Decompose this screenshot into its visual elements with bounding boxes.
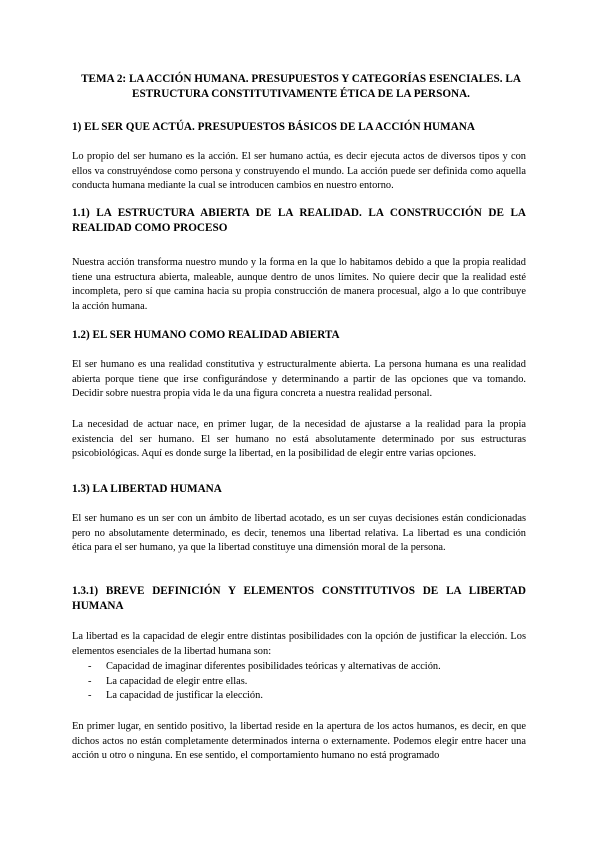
section-1-3-1-paragraph-2: En primer lugar, en sentido positivo, la libertad reside en la apertura de los actos humanos, es decir, en que dichos actos no están completamente determinados interna o externamente. Podemos elegir entre hacer una acción u otro o ninguna. En ese sentido, el comportamiento humano no está programado: [72, 721, 526, 762]
section-1-3-heading: 1.3) LA LIBERTAD HUMANA: [72, 483, 222, 495]
section-1-1-heading: 1.1) LA ESTRUCTURA ABIERTA DE LA REALIDAD. LA CONSTRUCCIÓN DE LA REALIDAD COMO PROCESO: [72, 207, 526, 235]
section-1-paragraph-1: Lo propio del ser humano es la acción. El ser humano actúa, es decir ejecuta actos de diversos tipos y con ellos va construyéndose como persona y construyendo el mundo. La acción puede ser definida como aquella conducta humana mediante la cual se introducen cambios en nuestro entorno.: [72, 151, 526, 192]
title-line-1: TEMA 2: LA ACCIÓN HUMANA. PRESUPUESTOS Y CATEGORÍAS ESENCIALES. LA: [81, 73, 521, 85]
section-1-2-paragraph-1: El ser humano es una realidad constitutiva y estructuralmente abierta. La persona humana es una realidad abierta porque tiene que irse configurándose y determinando a partir de las opciones que va tomando. Decidir sobre nuestra propia vida le da una figura concreta a nuestra realidad personal.: [72, 359, 526, 400]
document-title: [72, 72, 530, 102]
section-1-3-paragraph-1: El ser humano es un ser con un ámbito de libertad acotado, es un ser cuyas decisiones están condicionadas pero no absolutamente determinado, es decir, tenemos una libertad relativa. La libertad es una condición ética para el ser humano, ya que la libertad constituye una dimensión moral de la persona.: [72, 513, 526, 554]
section-1-3-1-paragraph-1: La libertad es la capacidad de elegir entre distintas posibilidades con la opción de justificar la elección. Los elementos esenciales de la libertad humana son:: [72, 631, 526, 657]
elements-list: [88, 660, 526, 704]
section-1-heading: 1) EL SER QUE ACTÚA. PRESUPUESTOS BÁSICOS DE LA ACCIÓN HUMANA: [72, 121, 475, 133]
section-1-2-heading: 1.2) EL SER HUMANO COMO REALIDAD ABIERTA: [72, 329, 340, 341]
section-1-2-paragraph-2: La necesidad de actuar nace, en primer lugar, de la necesidad de ajustarse a la realidad para la propia existencia del ser humano. El ser humano no está absolutamente determinado por sus estructuras psicobiológicas. Aquí es donde surge la libertad, en la posibilidad de elegir entre varias opciones.: [72, 419, 526, 460]
list-item: - La capacidad de justificar la elección.: [88, 689, 526, 704]
title-line-2: ESTRUCTURA CONSTITUTIVAMENTE ÉTICA DE LA PERSONA.: [132, 88, 470, 100]
list-item: - Capacidad de imaginar diferentes posibilidades teóricas y alternativas de acción.: [88, 660, 526, 675]
section-1-3-1-heading: 1.3.1) BREVE DEFINICIÓN Y ELEMENTOS CONSTITUTIVOS DE LA LIBERTAD HUMANA: [72, 585, 526, 613]
list-item: - La capacidad de elegir entre ellas.: [88, 675, 526, 690]
section-1-1-paragraph-1: Nuestra acción transforma nuestro mundo y la forma en la que lo habitamos debido a que la propia realidad tiene una estructura abierta, maleable, aunque dentro de unos límites. No quiere decir que la realidad esté incompleta, pero sí que camina hacia su propia construcción de manera procesual, algo a lo que contribuye la acción humana.: [72, 257, 526, 312]
